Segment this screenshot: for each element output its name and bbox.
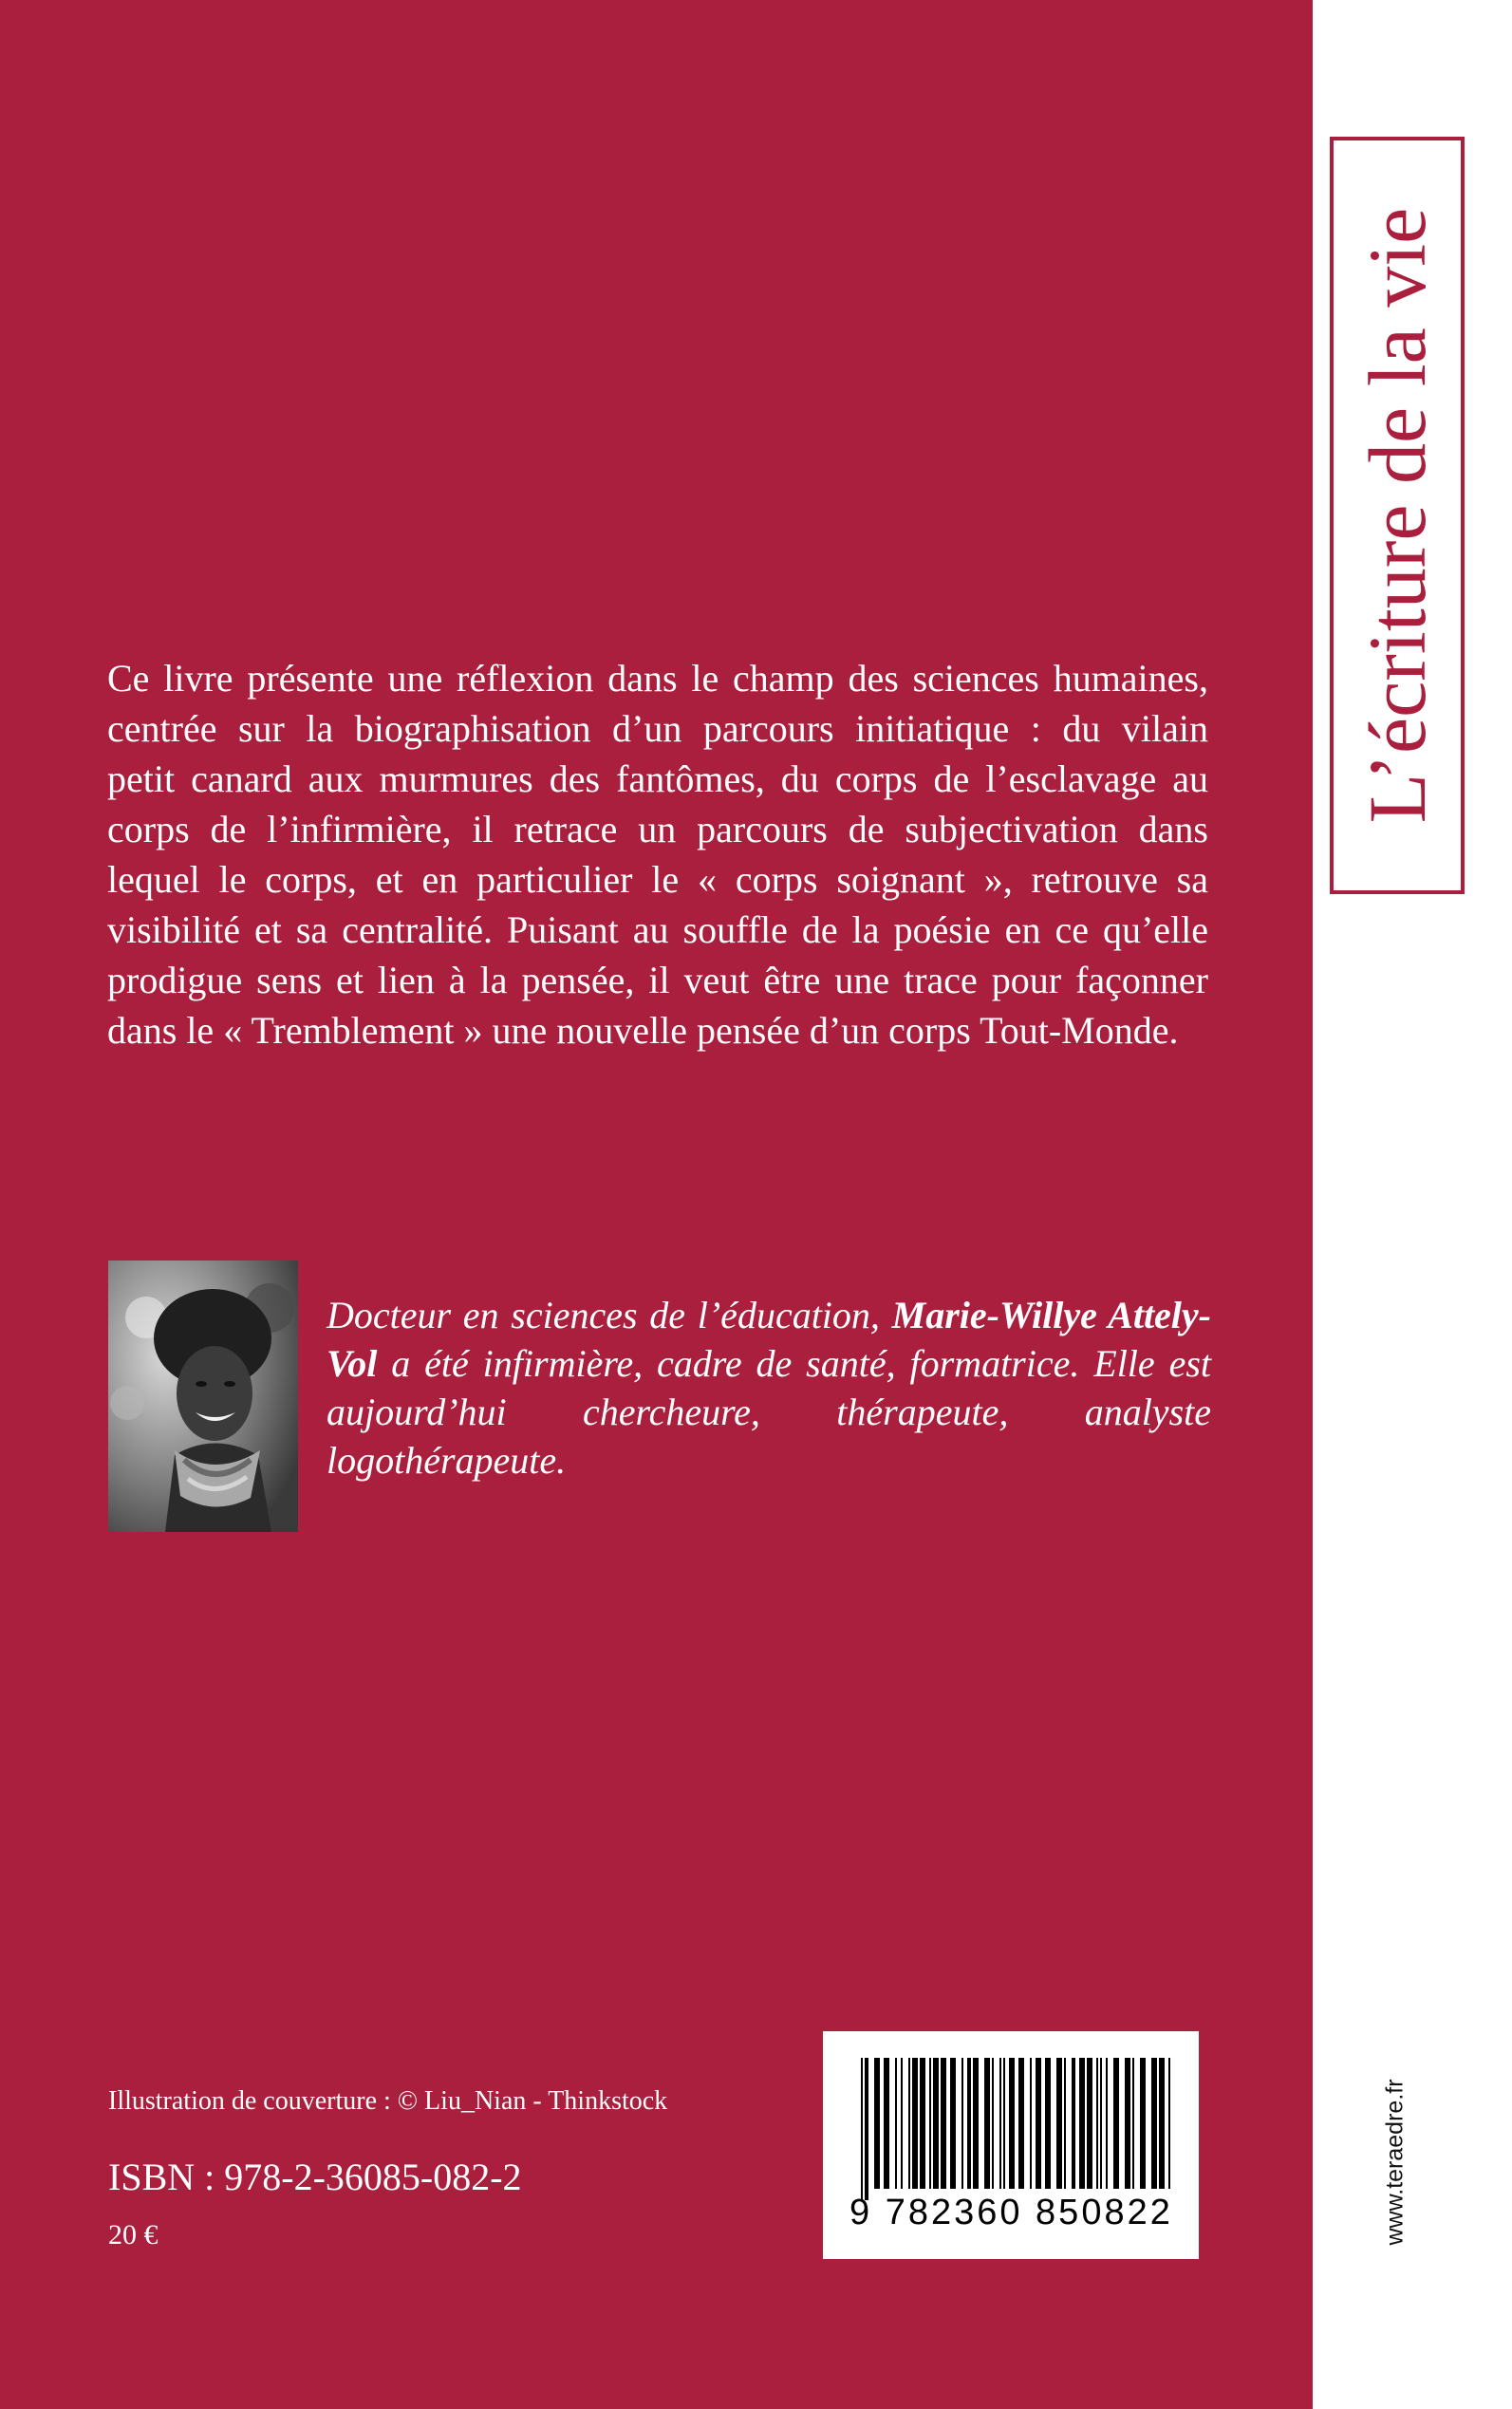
barcode-bar: [1018, 2058, 1024, 2189]
barcode-bar: [1079, 2058, 1085, 2189]
summary-line: corps de l’infirmière, il retrace un parcours de subjectivation dans: [107, 808, 1208, 850]
barcode-bar: [865, 2058, 868, 2200]
barcode-bar: [1096, 2058, 1098, 2189]
barcode-bar: [973, 2058, 979, 2189]
barcode-bar: [961, 2058, 963, 2189]
author-photo-illustration: [108, 1261, 298, 1532]
illustration-credit: Illustration de couverture : © Liu_Nian - Thinkstock: [108, 2086, 668, 2116]
author-bio-details: a été infirmière, cadre de santé, formatrice. Elle est aujourd’hui chercheure, thérapeute, analyste logothérapeute.: [327, 1342, 1211, 1482]
author-bio-intro: Docteur en sciences de l’éducation,: [327, 1294, 892, 1336]
barcode-bar: [1132, 2058, 1134, 2189]
barcode-bar: [1113, 2058, 1119, 2189]
barcode-bar: [1140, 2058, 1146, 2189]
barcode-bar: [984, 2058, 990, 2189]
barcode-bar: [884, 2058, 889, 2189]
author-photo: [108, 1261, 298, 1532]
barcode-bar: [967, 2058, 971, 2189]
barcode-bar: [941, 2058, 946, 2189]
isbn: ISBN : 978-2-36085-082-2: [108, 2156, 522, 2198]
summary-line: lequel le corps, et en particulier le « corps soignant », retrouve sa: [107, 858, 1208, 901]
barcode-bar: [1087, 2058, 1092, 2189]
barcode-bar: [1125, 2058, 1130, 2189]
barcode-bar: [1056, 2058, 1062, 2189]
summary-line: dans le « Tremblement » une nouvelle pensée d’un corps Tout-Monde.: [107, 1009, 1179, 1052]
barcode-bar: [1036, 2058, 1041, 2189]
publisher-website: www.teraedre.fr: [1381, 2079, 1409, 2246]
summary-line: petit canard aux murmures des fantômes, du corps de l’esclavage au: [107, 757, 1208, 800]
summary-line: prodigue sens et lien à la pensée, il veut être une trace pour façonner: [107, 959, 1208, 1001]
series-title-box: [1330, 137, 1465, 894]
barcode-bar: [992, 2058, 994, 2189]
barcode-bar: [1151, 2058, 1157, 2189]
barcode-bar: [1100, 2058, 1102, 2189]
book-summary: [107, 653, 1208, 1055]
barcode-bar: [1030, 2058, 1032, 2189]
barcode-bar: [1003, 2058, 1005, 2189]
summary-line: visibilité et sa centralité. Puisant au souffle de la poésie en ce qu’elle: [107, 908, 1208, 951]
barcode-bar: [874, 2058, 880, 2189]
barcode-bar: [908, 2058, 910, 2189]
series-title: L’écriture de la vie: [1352, 207, 1443, 824]
barcode-bar: [1072, 2058, 1075, 2189]
summary-line: Ce livre présente une réflexion dans le champ des sciences humaines,: [107, 657, 1208, 700]
barcode-bar: [950, 2058, 956, 2189]
barcode-bar: [1159, 2058, 1165, 2189]
barcode-bar: [1168, 2058, 1170, 2189]
price: 20 €: [108, 2219, 159, 2250]
barcode-bar: [901, 2058, 903, 2189]
barcode-bar: [929, 2058, 931, 2189]
barcode: [823, 2031, 1199, 2259]
barcode-bar: [912, 2058, 918, 2189]
author-bio: [327, 1291, 1211, 1485]
author-name: Marie-Willye Attely-Vol: [327, 1294, 1211, 1385]
barcode-bar: [933, 2058, 939, 2189]
barcode-digits: 9 782360 850822: [849, 2193, 1173, 2232]
barcode-bar: [1064, 2058, 1066, 2189]
barcode-bar: [999, 2058, 1001, 2189]
barcode-bar: [1009, 2058, 1015, 2189]
barcode-bar: [1045, 2058, 1051, 2189]
barcode-bar: [861, 2058, 863, 2200]
barcode-bar: [1106, 2058, 1108, 2189]
barcode-bar: [920, 2058, 925, 2189]
barcode-bar: [895, 2058, 897, 2189]
summary-line: centrée sur la biographisation d’un parcours initiatique : du vilain: [107, 707, 1208, 750]
